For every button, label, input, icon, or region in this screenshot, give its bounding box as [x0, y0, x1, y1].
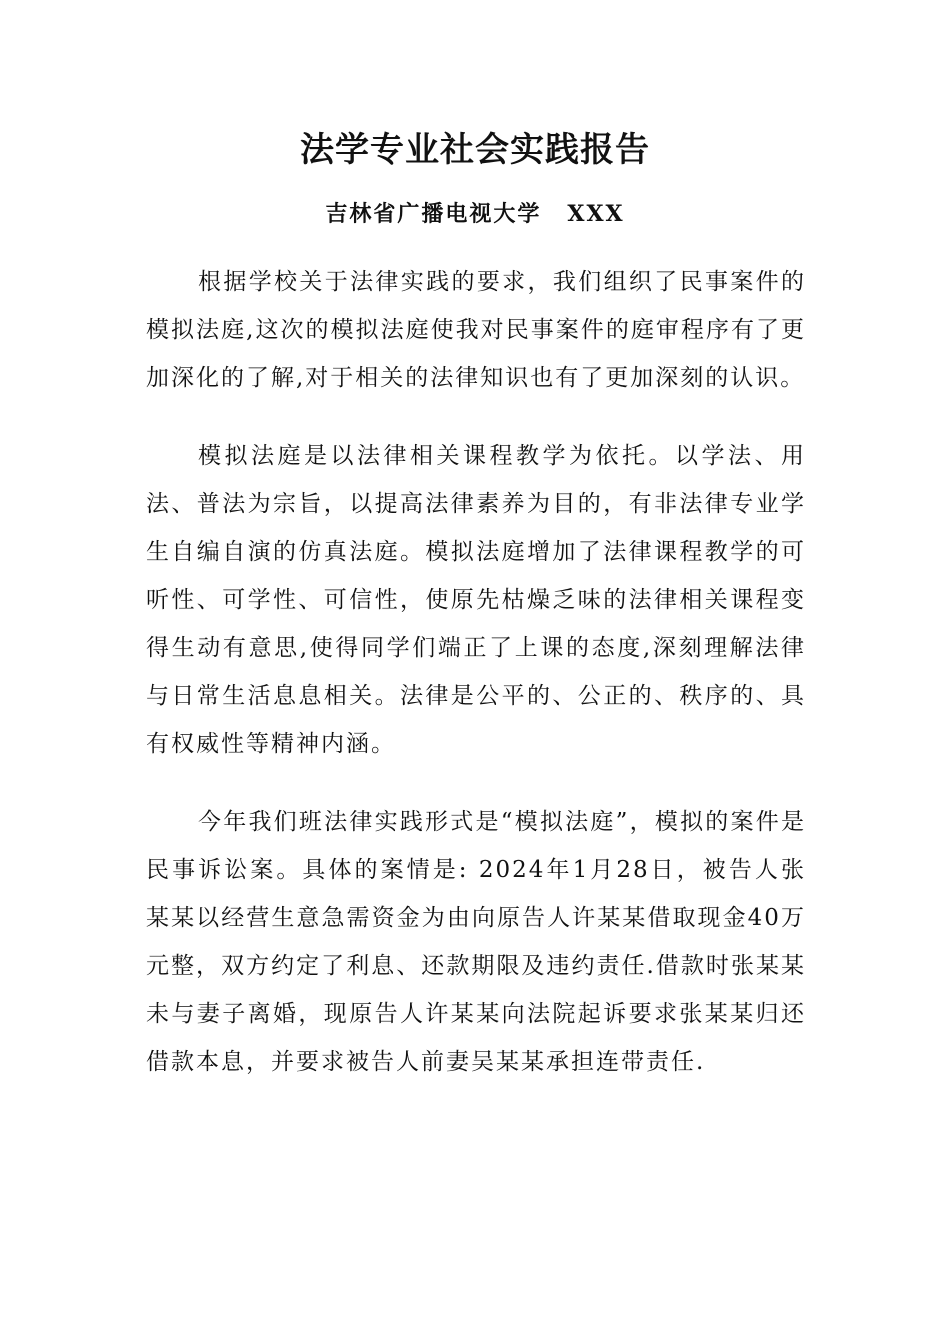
paragraph-3: 今年我们班法律实践形式是“模拟法庭”，模拟的案件是民事诉讼案。具体的案情是: 2024年1月28日，被告人张某某以经营生意急需资金为由向原告人许某某借取现金40万元整，双方约定了利息、还款期限及违约责任.借款时张某某未与妻子离婚，现原告人许某某向法院起诉要求张某某归还借款本息，并要求被告人前妻吴某某承担连带责任.: [146, 809, 806, 1075]
paragraph-1: 根据学校关于法律实践的要求，我们组织了民事案件的模拟法庭,这次的模拟法庭使我对民事案件的庭审程序有了更加深化的了解,对于相关的法律知识也有了更加深刻的认识。: [146, 269, 806, 391]
document-title: 法学专业社会实践报告: [300, 130, 650, 170]
paragraph-2: 模拟法庭是以法律相关课程教学为依托。以学法、用法、普法为宗旨，以提高法律素养为目的，有非法律专业学生自编自演的仿真法庭。模拟法庭增加了法律课程教学的可听性、可学性、可信性，使原先枯燥乏味的法律相关课程变得生动有意思,使得同学们端正了上课的态度,深刻理解法律与日常生活息息相关。法律是公平的、公正的、秩序的、具有权威性等精神内涵。: [146, 443, 806, 757]
document-body: [146, 258, 806, 1116]
document-subtitle: [0, 196, 950, 232]
author-name: XXX: [567, 201, 625, 227]
institution-name: 吉林省广播电视大学: [325, 201, 542, 227]
